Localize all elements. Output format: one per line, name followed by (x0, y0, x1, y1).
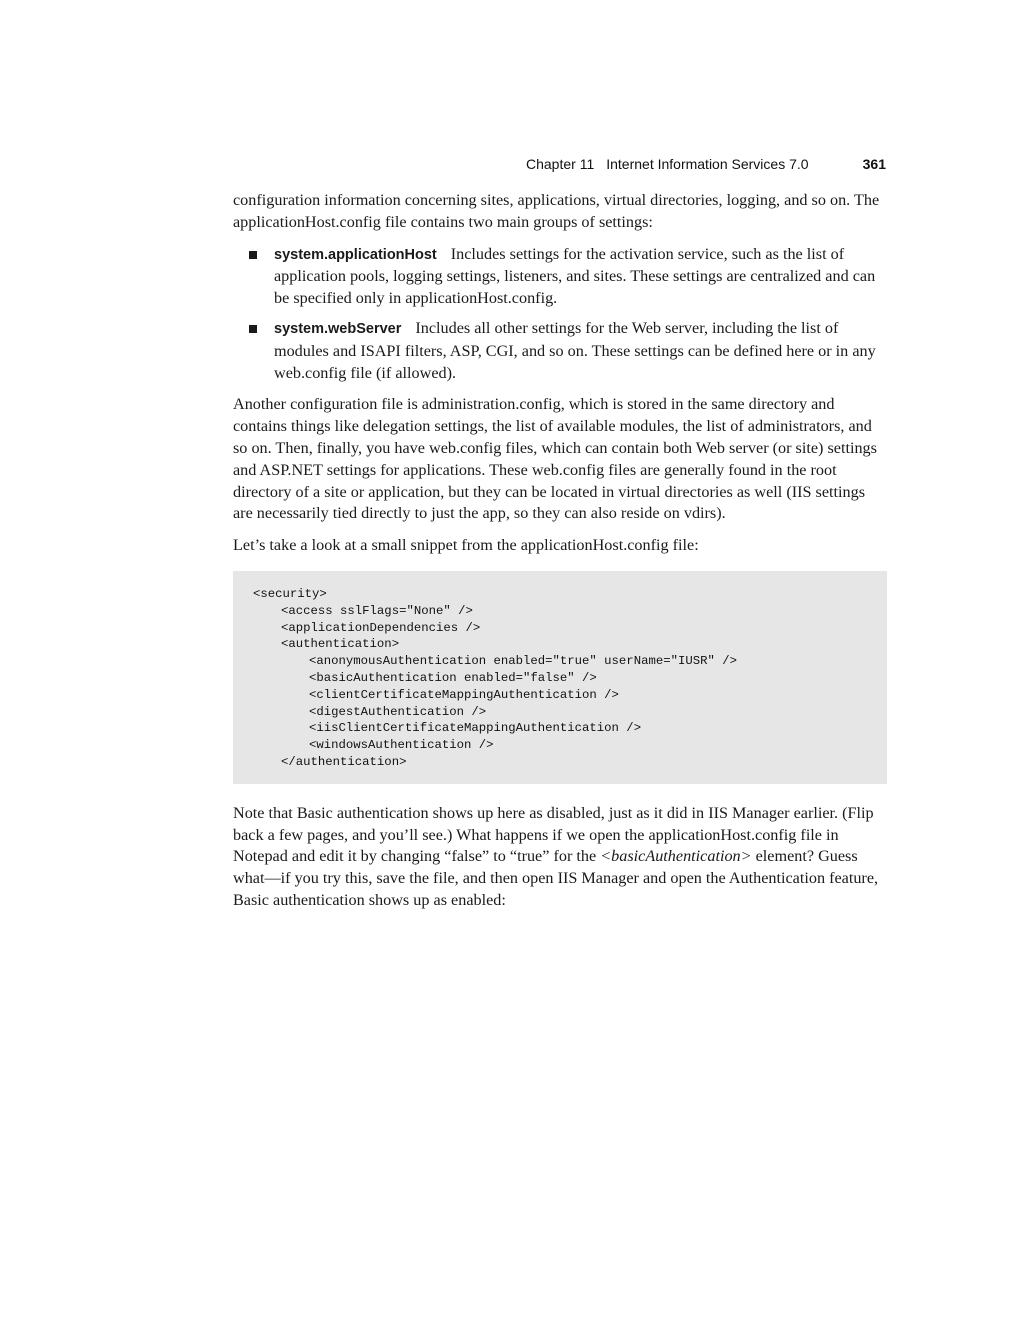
page-body (233, 190, 887, 922)
code-line: <access sslFlags="None" /> (281, 603, 473, 618)
list-item (233, 244, 887, 310)
intro-paragraph: configuration information concerning sites, applications, virtual directories, logging, and so on. The applicationHost.config file contains two main groups of settings: (233, 191, 880, 231)
bullet-term: system.applicationHost (274, 246, 437, 263)
code-line: <clientCertificateMappingAuthentication /> (309, 687, 619, 702)
page-number: 361 (862, 156, 886, 172)
snippet-intro-paragraph: Let’s take a look at a small snippet from the applicationHost.config file: (233, 536, 699, 555)
code-line: <basicAuthentication enabled="false" /> (309, 670, 597, 685)
code-line: <security> (253, 586, 327, 601)
code-line: </authentication> (281, 754, 407, 769)
basic-auth-paragraph (233, 803, 887, 912)
paragraph-text: Note that Basic authentication shows up here as disabled, just as it did in IIS Manager earlier. (Flip back a few pages, and you’ll see.) What happens if we open the applicationHost.config file in Notepad and edit it by changing “false” to “true” for the (233, 803, 874, 866)
chapter-number: Chapter 11 (526, 156, 595, 172)
element-name: <basicAuthentication> (600, 847, 752, 866)
running-header (526, 156, 886, 176)
bullet-text: Includes settings for the activation service, such as the list of application pools, logging settings, listeners, and sites. These settings are centralized and can be specified only in applicationHost.config. (274, 244, 876, 308)
list-item (233, 318, 887, 384)
code-line: <iisClientCertificateMappingAuthentication /> (309, 721, 642, 736)
chapter-label (526, 156, 809, 172)
code-line: <digestAuthentication /> (309, 704, 487, 719)
code-line: <authentication> (281, 637, 400, 652)
bullet-square-icon (249, 325, 257, 333)
config-files-paragraph: Another configuration file is administration.config, which is stored in the same directory and contains things like delegation settings, the list of available modules, the list of administrators, and so on. Then, finally, you have web.config files, which can contain both Web server (or site) settings and ASP.NET settings for applications. These web.config files are generally found in the root directory of a site or application, but they can be located in virtual directories as well (IIS settings are necessarily tied directly to just the app, so they can also reside on vdirs). (233, 395, 877, 523)
settings-groups-list (233, 244, 887, 385)
paragraph-text: element? Guess what—if you try this, save the file, and then open IIS Manager and open the Authentication feature, Basic authentication shows up as enabled: (233, 847, 879, 909)
code-line: <anonymousAuthentication enabled="true" userName="IUSR" /> (309, 654, 738, 669)
bullet-text: Includes all other settings for the Web server, including the list of modules and ISAPI filters, ASP, CGI, and so on. These settings can be defined here or in any web.config file (if allowed). (274, 318, 876, 382)
code-line: <windowsAuthentication /> (309, 738, 494, 753)
code-listing (233, 571, 887, 784)
bullet-square-icon (249, 251, 257, 259)
chapter-title: Internet Information Services 7.0 (606, 156, 809, 172)
code-line: <applicationDependencies /> (281, 620, 481, 635)
bullet-term: system.webServer (274, 320, 402, 337)
